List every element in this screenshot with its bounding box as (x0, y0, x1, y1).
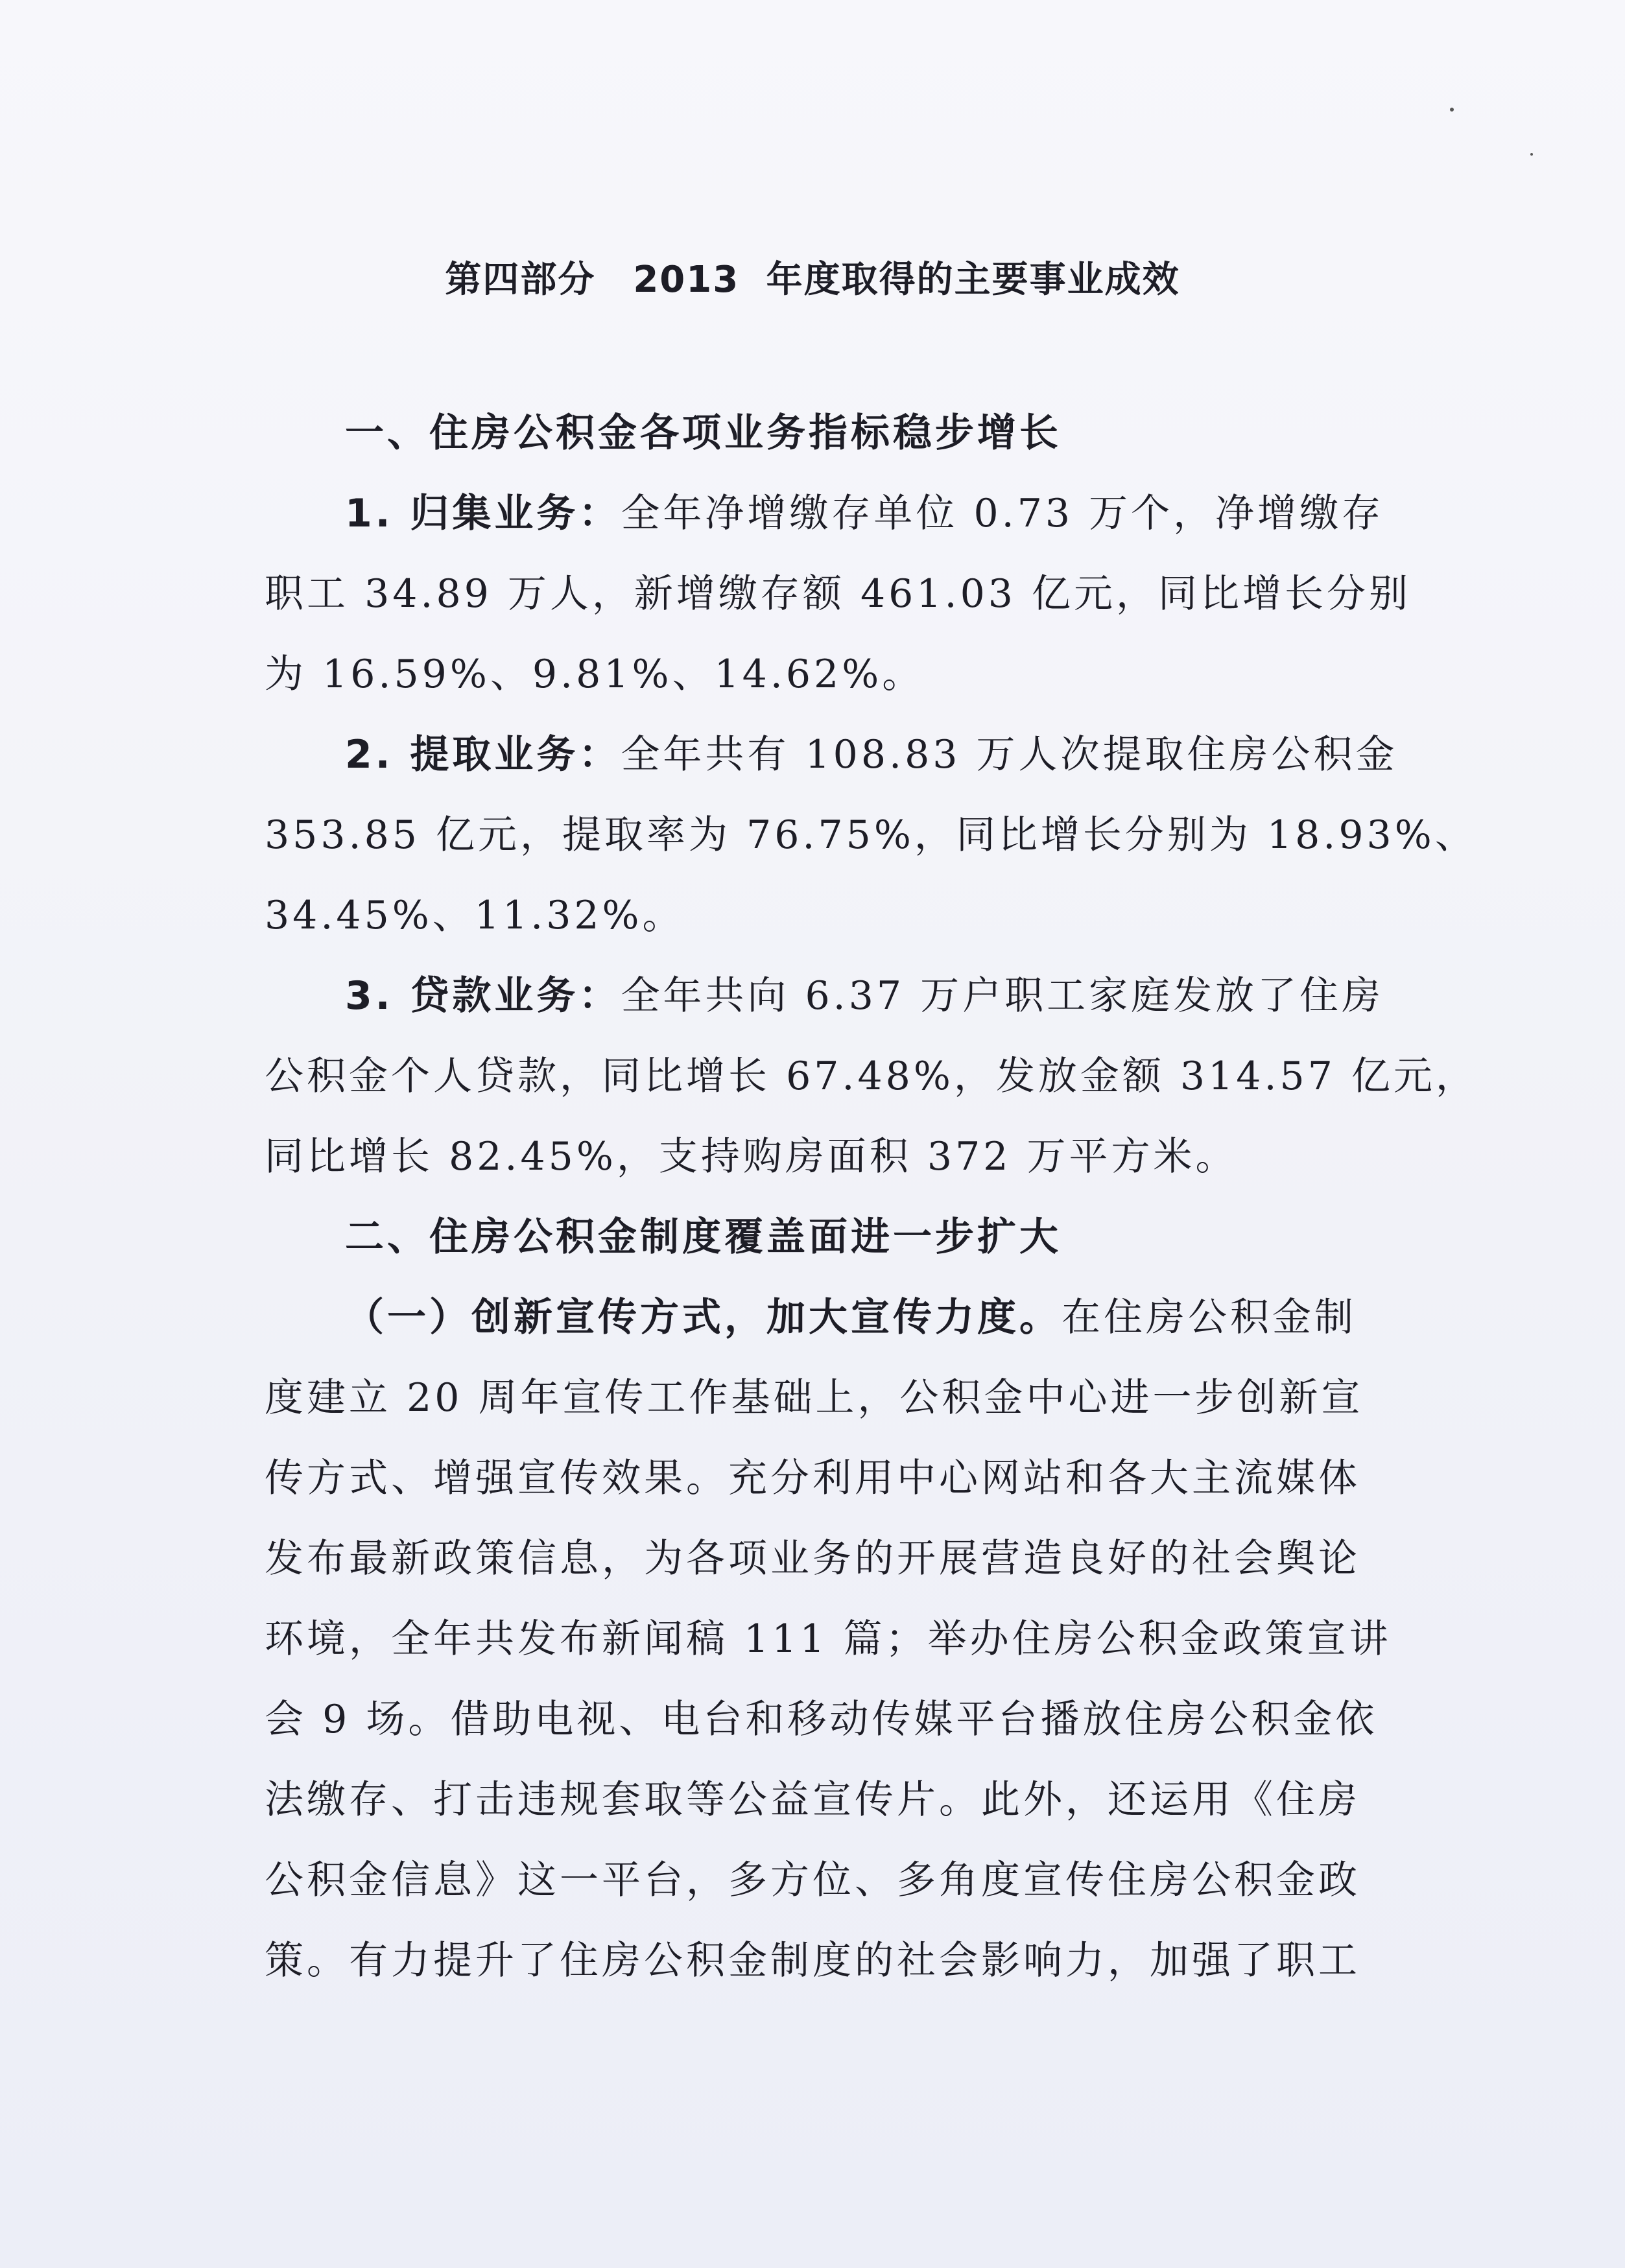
document-body (265, 393, 1478, 2001)
item-text: 全年共有 108.83 万人次提取住房公积金 (621, 732, 1398, 777)
paragraph-line: 353.85 亿元，提取率为 76.75%，同比增长分别为 18.93%、 (265, 812, 1477, 858)
item-lead: 3. 贷款业务： (345, 973, 621, 1019)
subsection-lead: （一）创新宣传方式，加大宣传力度。 (345, 1295, 1062, 1340)
page-title: 第四部分 2013 年度取得的主要事业成效 (445, 259, 1180, 301)
paragraph-line: 环境，全年共发布新闻稿 111 篇；举办住房公积金政策宣讲 (265, 1616, 1392, 1662)
paragraph-line: 传方式、增强宣传效果。充分利用中心网站和各大主流媒体 (265, 1456, 1360, 1501)
paragraph-line: 为 16.59%、9.81%、14.62%。 (265, 652, 925, 697)
paragraph-line: 公积金个人贷款，同比增长 67.48%，发放金额 314.57 亿元， (265, 1054, 1478, 1099)
paragraph-line: 法缴存、打击违规套取等公益宣传片。此外，还运用《住房 (265, 1777, 1360, 1823)
scan-speck (1450, 108, 1454, 112)
paragraph-line: 职工 34.89 万人，新增缴存额 461.03 亿元，同比增长分别 (265, 571, 1411, 617)
paragraph-line: 发布最新政策信息，为各项业务的开展营造良好的社会舆论 (265, 1536, 1360, 1581)
paragraph-line: 度建立 20 周年宣传工作基础上，公积金中心进一步创新宣 (265, 1375, 1364, 1421)
item-text: 在住房公积金制 (1062, 1295, 1357, 1340)
scan-speck (1530, 153, 1533, 156)
paragraph-line: 公积金信息》这一平台，多方位、多角度宣传住房公积金政 (265, 1858, 1360, 1903)
section-heading: 一、住房公积金各项业务指标稳步增长 (345, 410, 1062, 456)
paragraph-line: 会 9 场。借助电视、电台和移动传媒平台播放住房公积金依 (265, 1697, 1378, 1742)
paragraph-line (265, 715, 1398, 795)
item-lead: 2. 提取业务： (345, 732, 621, 777)
paragraph-line: 策。有力提升了住房公积金制度的社会影响力，加强了职工 (265, 1938, 1360, 1983)
item-text: 全年净增缴存单位 0.73 万个，净增缴存 (621, 491, 1384, 536)
paragraph-line (265, 1277, 1357, 1358)
item-text: 全年共向 6.37 万户职工家庭发放了住房 (621, 973, 1384, 1019)
paragraph-line (265, 473, 1384, 554)
paragraph-line (265, 956, 1384, 1036)
section-heading: 二、住房公积金制度覆盖面进一步扩大 (345, 1214, 1062, 1260)
item-lead: 1. 归集业务： (345, 491, 621, 536)
paragraph-line: 34.45%、11.32%。 (265, 893, 685, 938)
paragraph-line: 同比增长 82.45%，支持购房面积 372 万平方米。 (265, 1134, 1238, 1179)
